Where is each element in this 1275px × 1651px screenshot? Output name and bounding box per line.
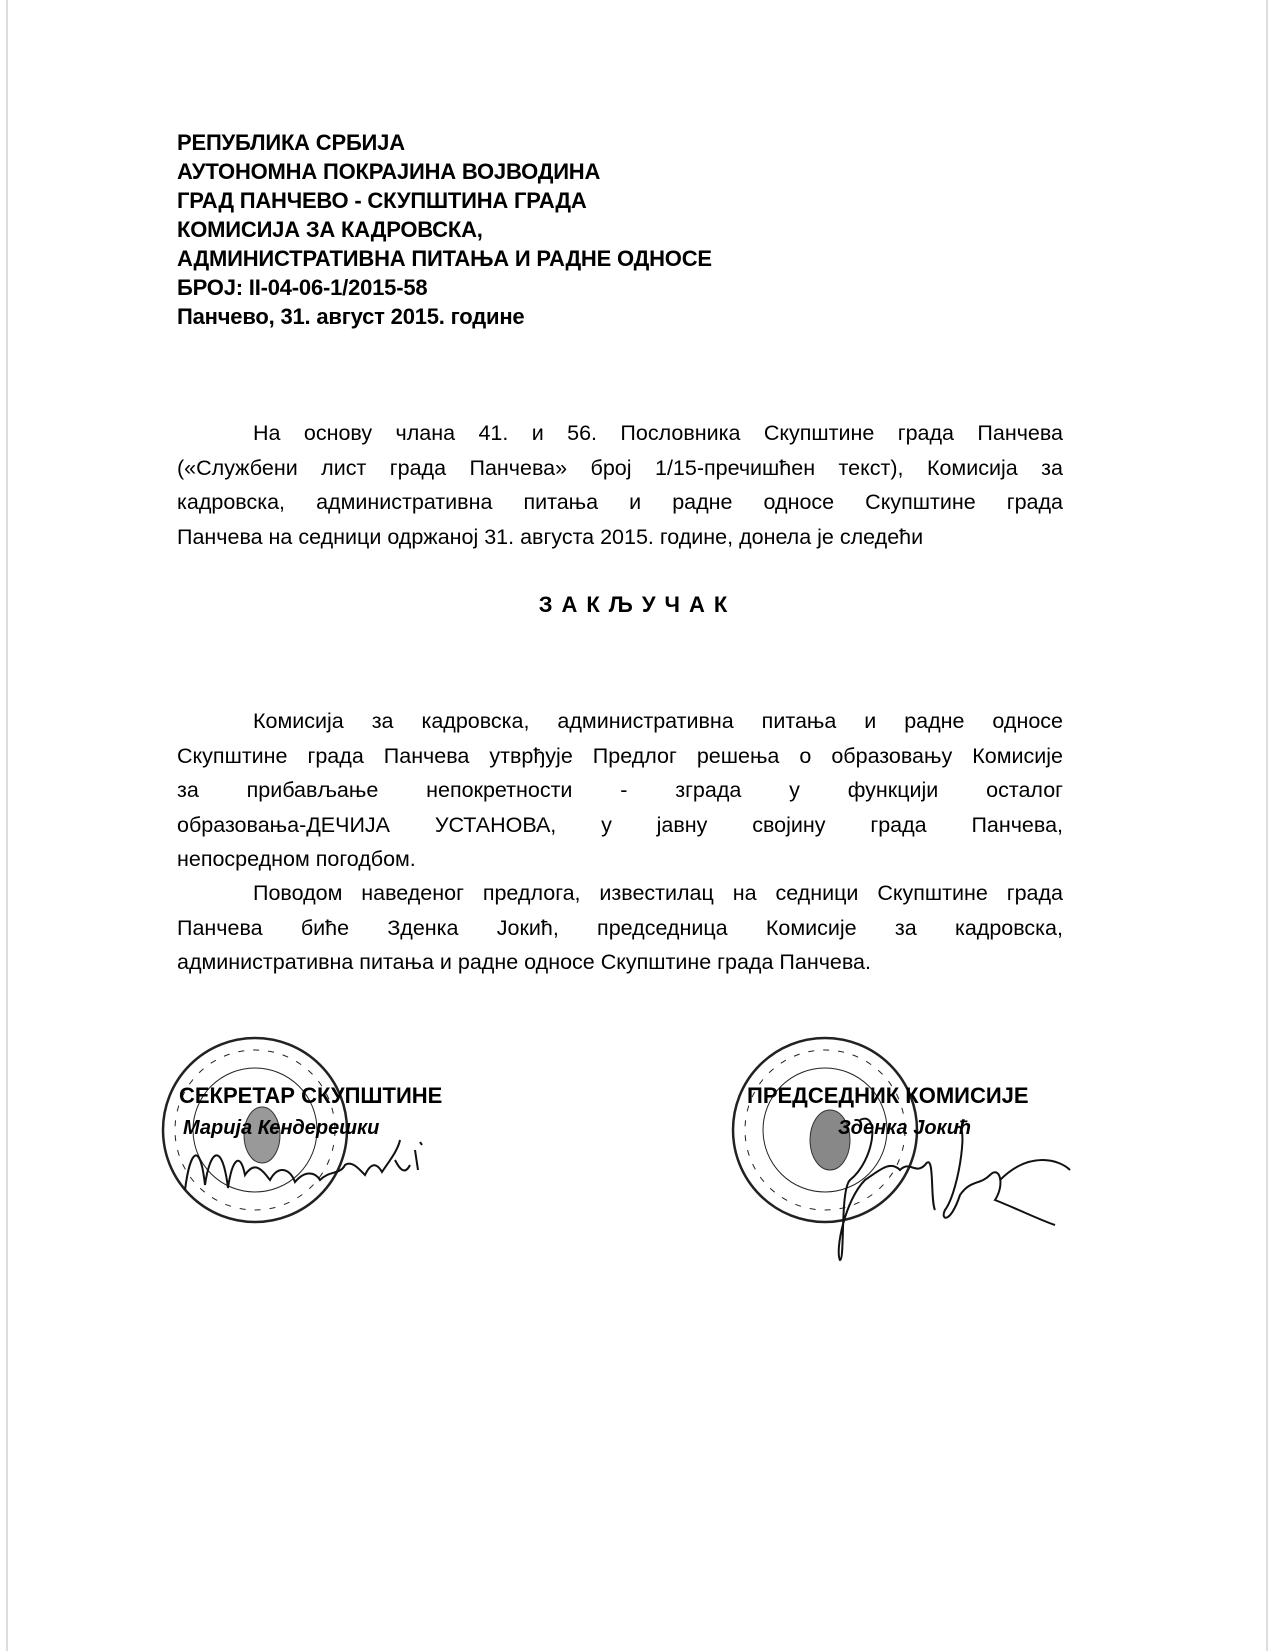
text-line: Комисија за кадровска, административна питања и радне односе bbox=[253, 709, 1063, 733]
text-line: административна питања и радне односе Скупштине града Панчева. bbox=[177, 950, 871, 974]
text-line: Панчева биће Зденка Јокић, председница Комисије за кадровска, bbox=[177, 915, 1063, 940]
text-line: непосредном погодбом. bbox=[177, 847, 416, 871]
president-title: ПРЕДСЕДНИК КОМИСИЈЕ bbox=[747, 1083, 1029, 1108]
president-name: Зденка Јокић bbox=[838, 1117, 972, 1139]
signature-left bbox=[185, 1140, 422, 1190]
header-line: КОМИСИЈА ЗА КАДРОВСКА, bbox=[177, 217, 483, 242]
text-line: («Службени лист града Панчева» број 1/15-пречишћен текст), Комисија за bbox=[177, 455, 1063, 480]
document-number: БРОЈ: II-04-06-1/2015-58 bbox=[177, 275, 428, 300]
header-line: АДМИНИСТРАТИВНА ПИТАЊА И РАДНЕ ОДНОСЕ bbox=[177, 246, 712, 271]
header-line: РЕПУБЛИКА СРБИЈА bbox=[177, 130, 405, 155]
text-line: кадровска, административна питања и радне односе Скупштине града bbox=[177, 490, 1063, 514]
text-line: Поводом наведеног предлога, известилац на седници Скупштине града bbox=[253, 881, 1063, 905]
text-line: образовања-ДЕЧИЈА УСТАНОВА, у јавну својину града Панчева, bbox=[177, 812, 1063, 837]
document-date: Панчево, 31. август 2015. године bbox=[177, 304, 525, 329]
text-line: На основу члана 41. и 56. Пословника Скупштине града Панчева bbox=[253, 421, 1063, 445]
text-line: Панчева на седници одржаној 31. августа 2015. године, донела је следећи bbox=[177, 524, 924, 549]
secretary-title: СЕКРЕТАР СКУПШТИНЕ bbox=[179, 1083, 443, 1108]
header-line: АУТОНОМНА ПОКРАЈИНА ВОЈВОДИНА bbox=[177, 159, 601, 184]
text-line: Скупштине града Панчева утврђује Предлог решења о образовању Комисије bbox=[177, 743, 1063, 768]
document-title: ЗАКЉУЧАК bbox=[538, 592, 737, 617]
text-line: за прибављање непокретности - зграда у функцији осталог bbox=[177, 778, 1063, 802]
secretary-name: Марија Кендерешки bbox=[183, 1117, 380, 1139]
header-line: ГРАД ПАНЧЕВО - СКУПШТИНА ГРАДА bbox=[177, 188, 587, 213]
